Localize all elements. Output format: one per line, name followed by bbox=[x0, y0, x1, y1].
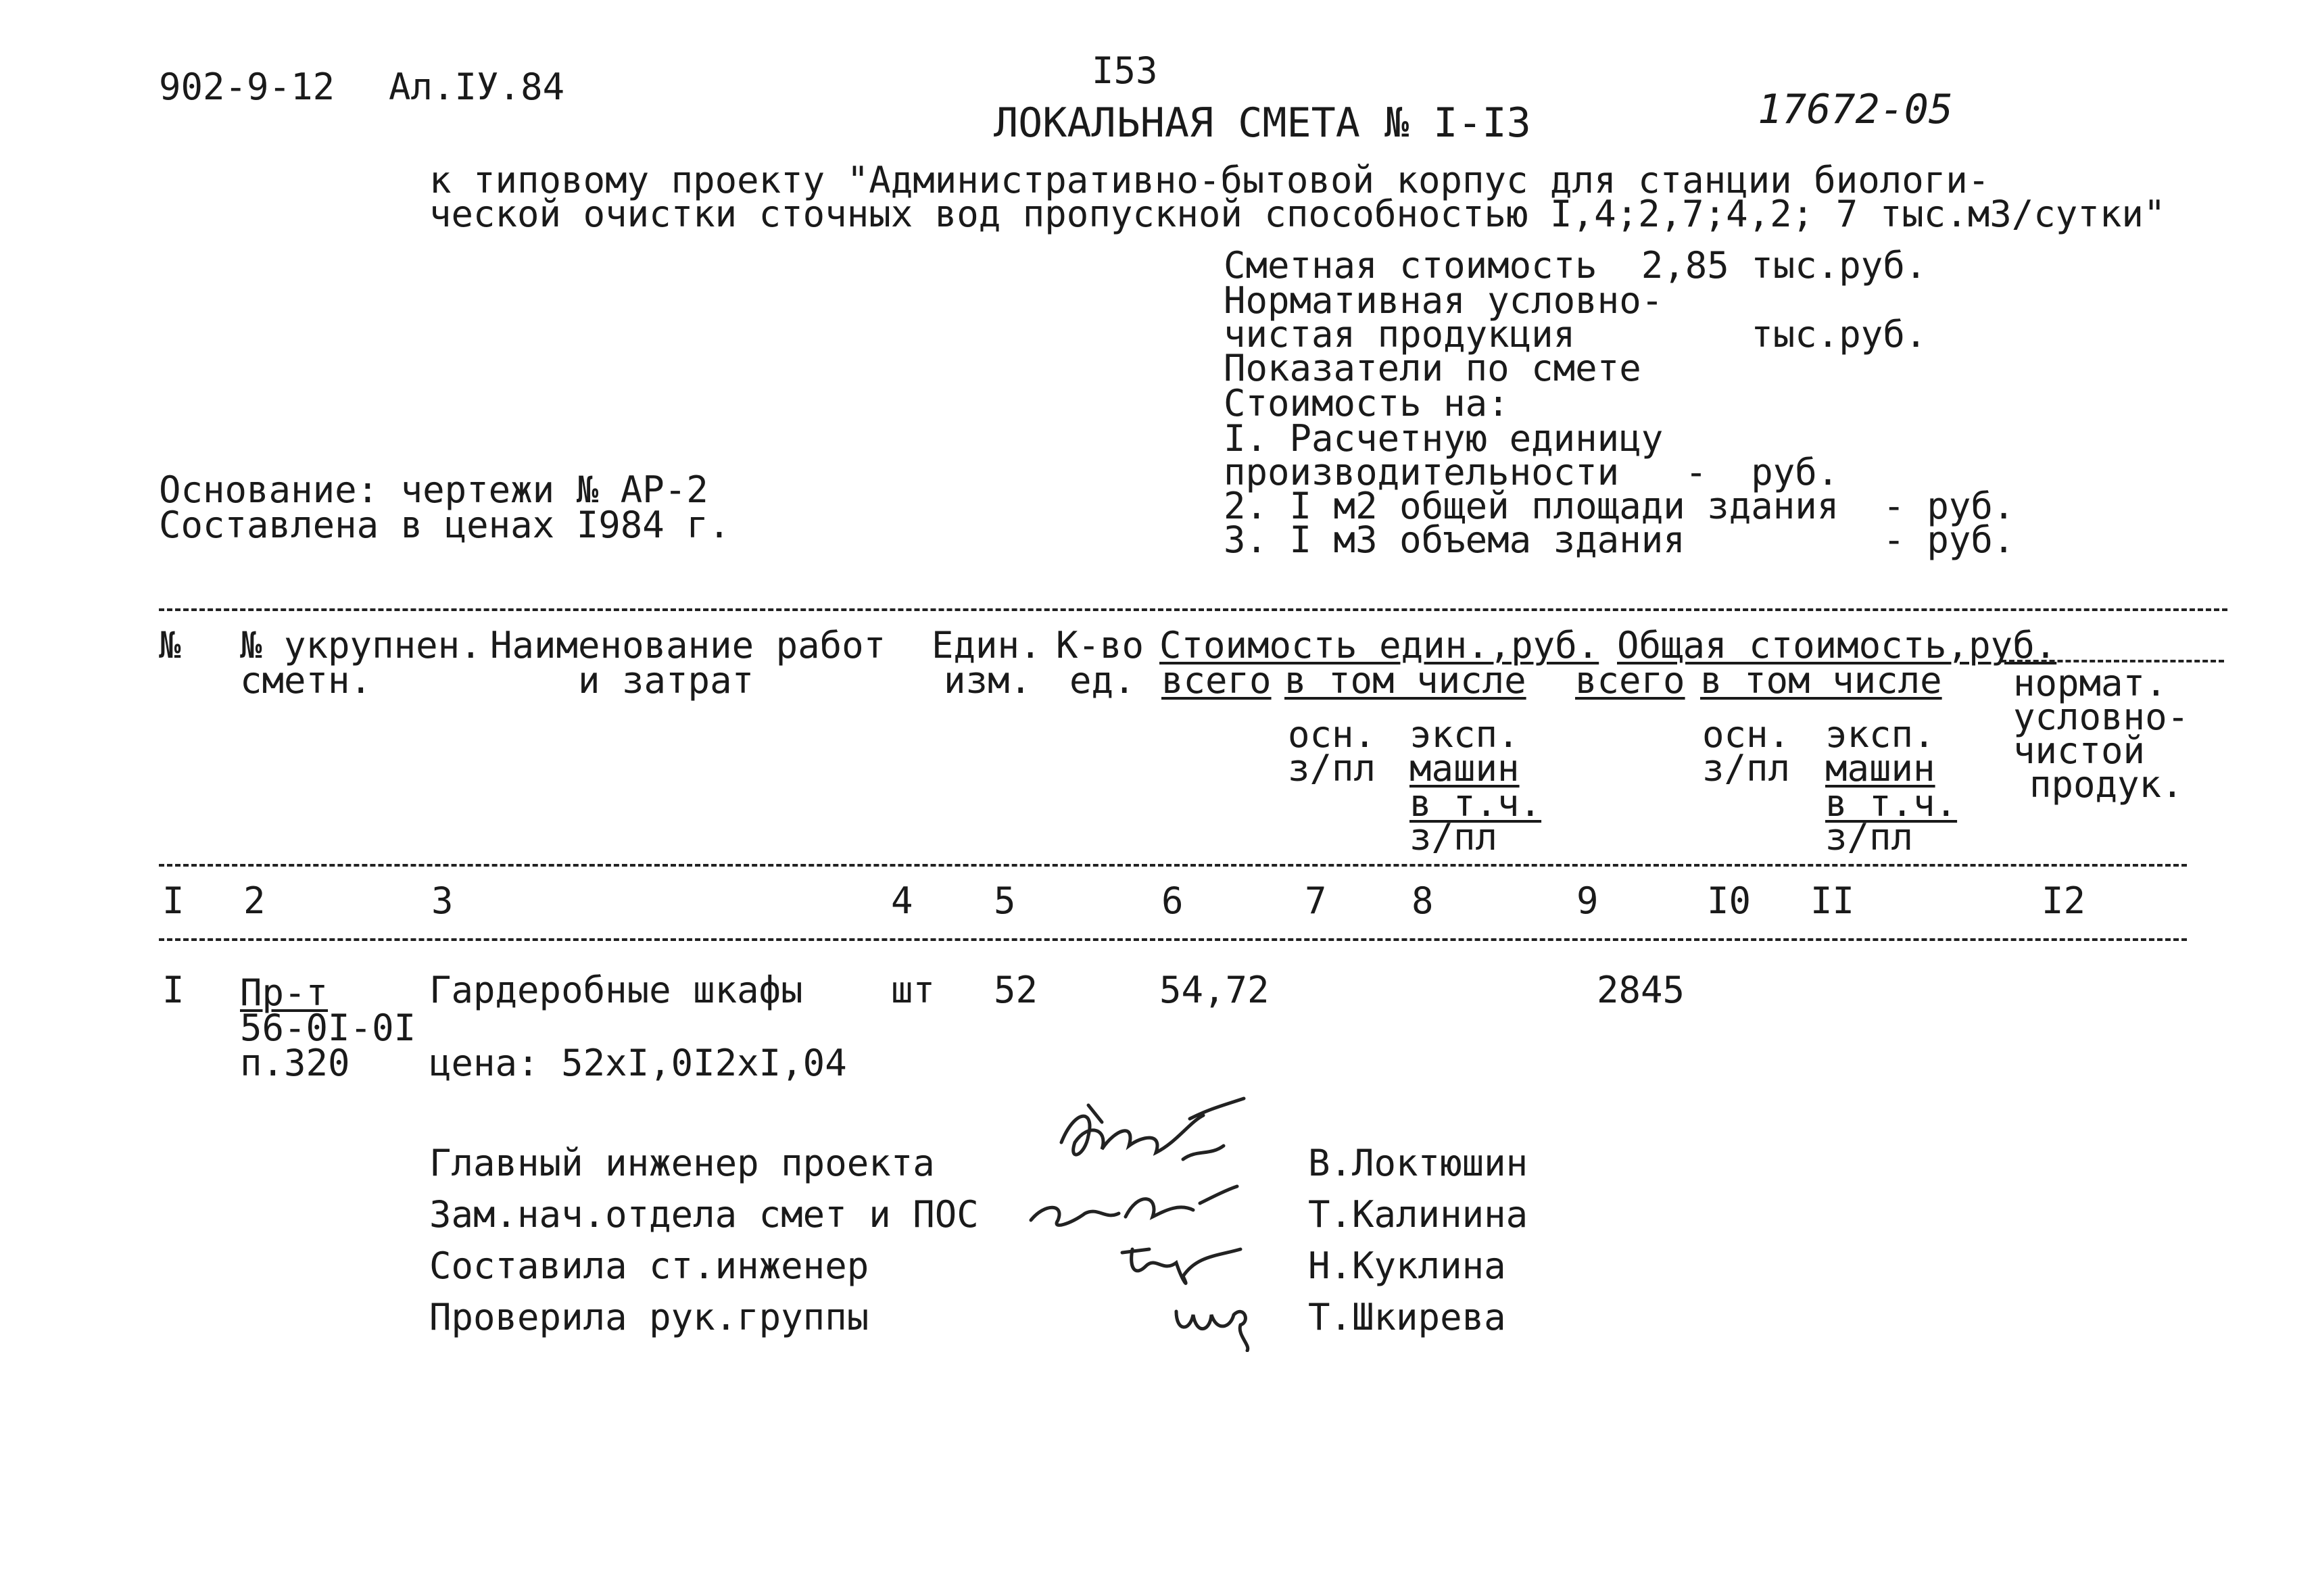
header-bottom-rule bbox=[159, 864, 2187, 867]
row-unit-total: 54,72 bbox=[1159, 969, 1270, 1011]
column-number-8: 8 bbox=[1412, 879, 1434, 922]
column-numbers-rule bbox=[159, 938, 2187, 941]
row-qty: 52 bbox=[994, 969, 1038, 1011]
normative-product-value: чистая продукция тыс.руб. bbox=[1224, 313, 1927, 356]
signature-role-3: Составила ст.инженер bbox=[429, 1244, 869, 1287]
header-code-1: № укрупнен. bbox=[240, 624, 482, 667]
header-unit-1: Един. bbox=[932, 624, 1042, 667]
signature-name-2: Т.Калинина bbox=[1308, 1193, 1528, 1236]
signature-mark-4 bbox=[1169, 1284, 1271, 1352]
row-unit: шт bbox=[891, 969, 936, 1011]
basis-prices: Составлена в ценах I984 г. bbox=[159, 504, 731, 546]
header-unit-cost: Стоимость един.,руб. bbox=[1159, 624, 1599, 667]
header-total-base-pay-1: осн. bbox=[1702, 713, 1791, 756]
header-unit-machines-3: в т.ч. bbox=[1409, 782, 1542, 825]
signature-mark-3 bbox=[1115, 1236, 1244, 1290]
column-number-10: I0 bbox=[1707, 879, 1752, 922]
header-norm-1: нормат. bbox=[2013, 662, 2167, 704]
project-code: 902-9-12 bbox=[159, 66, 335, 108]
header-norm-3: чистой bbox=[2013, 729, 2146, 772]
column-number-6: 6 bbox=[1161, 879, 1184, 922]
signature-mark-1 bbox=[1048, 1095, 1251, 1183]
header-unit-base-pay-1: осн. bbox=[1288, 713, 1376, 756]
column-number-7: 7 bbox=[1305, 879, 1327, 922]
header-name-2: и затрат bbox=[578, 659, 754, 702]
header-unit-cost-total: всего bbox=[1161, 659, 1272, 702]
cost-per-m2: 2. I м2 общей площади здания - руб. bbox=[1224, 485, 2015, 527]
row-name: Гардеробные шкафы bbox=[429, 969, 803, 1011]
archive-stamp: 17672-05 bbox=[1758, 86, 1953, 133]
signature-role-2: Зам.нач.отдела смет и ПОС bbox=[429, 1193, 979, 1236]
subtitle-line-2: ческой очистки сточных вод пропускной способностью I,4;2,7;4,2; 7 тыс.м3/сутки" bbox=[429, 193, 2166, 235]
signature-role-4: Проверила рук.группы bbox=[429, 1296, 869, 1338]
row-price-note: цена: 52хI,0I2хI,04 bbox=[429, 1042, 847, 1084]
header-name-1: Наименование работ bbox=[490, 624, 886, 667]
header-total-base-pay-2: з/пл bbox=[1702, 747, 1791, 790]
header-unit-machines-1: эксп. bbox=[1409, 713, 1520, 756]
header-total-machines-1: эксп. bbox=[1825, 713, 1935, 756]
column-number-11: II bbox=[1810, 879, 1855, 922]
header-qty-1: К-во bbox=[1056, 624, 1144, 667]
subtitle-line-1: к типовому проекту "Административно-бытовой корпус для станции биологи- bbox=[429, 159, 1990, 201]
estimated-cost: Сметная стоимость 2,85 тыс.руб. bbox=[1224, 244, 1927, 287]
row-code-1: Пр-т bbox=[240, 971, 329, 1014]
header-total-machines-3: в т.ч. bbox=[1825, 782, 1958, 825]
header-qty-2: ед. bbox=[1069, 659, 1136, 702]
album-number: Ал.IУ.84 bbox=[389, 66, 565, 108]
cost-per-unit-value: производительности - руб. bbox=[1224, 451, 1839, 493]
column-number-9: 9 bbox=[1576, 879, 1599, 922]
row-no: I bbox=[162, 969, 185, 1011]
header-unit-base-pay-2: з/пл bbox=[1288, 747, 1376, 790]
column-number-3: 3 bbox=[431, 879, 454, 922]
header-code-2: сметн. bbox=[240, 659, 372, 702]
signature-name-1: В.Локтюшин bbox=[1308, 1142, 1528, 1184]
row-total: 2845 bbox=[1597, 969, 1685, 1011]
table-top-rule bbox=[159, 608, 2227, 611]
column-number-2: 2 bbox=[243, 879, 266, 922]
basis-drawings: Основание: чертежи № АР-2 bbox=[159, 468, 708, 511]
header-unit-machines-2: машин bbox=[1409, 747, 1520, 790]
signature-name-4: Т.Шкирева bbox=[1308, 1296, 1506, 1338]
header-unit-machines-4: з/пл bbox=[1409, 816, 1498, 859]
header-unit-2: изм. bbox=[944, 659, 1032, 702]
signature-name-3: Н.Куклина bbox=[1308, 1244, 1506, 1287]
column-number-5: 5 bbox=[994, 879, 1016, 922]
header-norm-4: продук. bbox=[2029, 763, 2184, 806]
signature-role-1: Главный инженер проекта bbox=[429, 1142, 935, 1184]
header-no: № bbox=[159, 624, 181, 667]
header-total-machines-2: машин bbox=[1825, 747, 1935, 790]
header-norm-2: условно- bbox=[2013, 696, 2190, 738]
cost-per-label: Стоимость на: bbox=[1224, 382, 1510, 425]
signature-mark-2 bbox=[1024, 1183, 1240, 1237]
cost-per-unit-label: I. Расчетную единицу bbox=[1224, 417, 1664, 460]
column-number-1: I bbox=[162, 879, 185, 922]
indicators-label: Показатели по смете bbox=[1224, 347, 1641, 389]
cost-per-m3: 3. I м3 объема здания - руб. bbox=[1224, 518, 2015, 561]
document-title: ЛОКАЛЬНАЯ СМЕТА № I-I3 bbox=[994, 99, 1531, 147]
row-code-3: п.320 bbox=[240, 1042, 350, 1084]
row-code-2: 56-0I-0I bbox=[240, 1007, 416, 1049]
column-number-4: 4 bbox=[891, 879, 913, 922]
header-total-cost-incl: в том числе bbox=[1700, 659, 1942, 702]
column-number-12: I2 bbox=[2042, 879, 2086, 922]
page-number: I53 bbox=[1092, 49, 1158, 92]
normative-product-label: Нормативная условно- bbox=[1224, 279, 1664, 322]
header-total-cost: Общая стоимость,руб. bbox=[1617, 624, 2057, 667]
header-unit-cost-incl: в том числе bbox=[1284, 659, 1526, 702]
header-total-machines-4: з/пл bbox=[1825, 816, 1914, 859]
header-total-cost-total: всего bbox=[1575, 659, 1685, 702]
